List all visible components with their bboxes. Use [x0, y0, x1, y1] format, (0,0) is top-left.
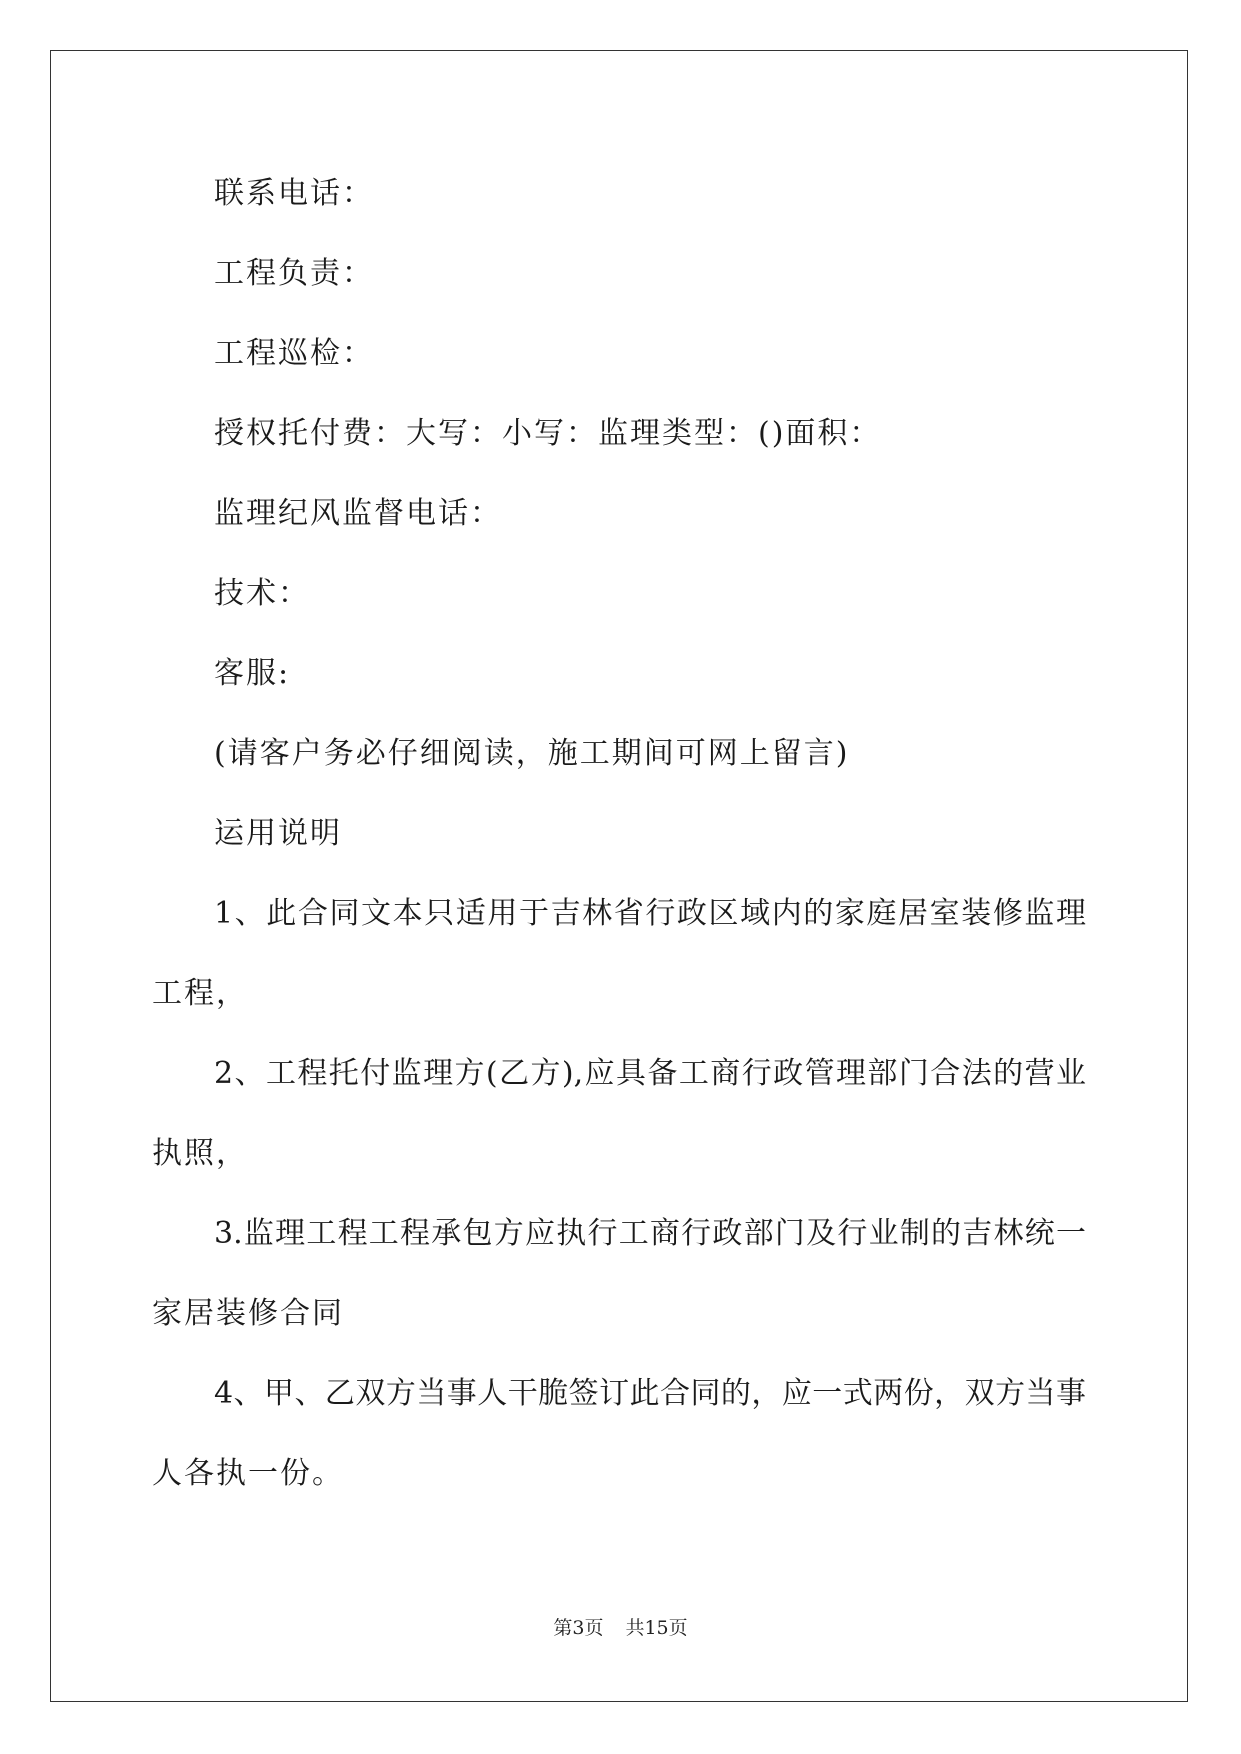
supervision-hotline-line: 监理纪风监督电话： — [214, 496, 502, 531]
authorized-fee-line: 授权托付费：大写：小写：监理类型：()面积： — [214, 416, 882, 451]
instruction-4-line-2: 人各执一份。 — [152, 1456, 344, 1491]
page-total: 共15页 — [625, 1617, 688, 1639]
instruction-4-line-1: 4、甲、乙双方当事人干脆签订此合同的，应一式两份，双方当事 — [214, 1376, 1086, 1411]
notice-line: (请客户务必仔细阅读，施工期间可网上留言) — [214, 736, 850, 771]
technical-line: 技术： — [214, 576, 310, 611]
instruction-1-line-2: 工程， — [152, 976, 248, 1011]
page-footer — [0, 1616, 1241, 1640]
project-manager-line: 工程负责： — [214, 256, 374, 291]
instruction-3-line-1: 3.监理工程工程承包方应执行工商行政部门及行业制的吉林统一 — [214, 1216, 1086, 1251]
customer-service-line: 客服: — [214, 656, 291, 691]
instruction-2-line-2: 执照， — [152, 1136, 248, 1171]
instruction-2-line-1: 2、工程托付监理方(乙方),应具备工商行政管理部门合法的营业 — [214, 1056, 1086, 1091]
instruction-1-line-1: 1、此合同文本只适用于吉林省行政区域内的家庭居室装修监理 — [214, 896, 1086, 931]
usage-instructions-heading: 运用说明 — [214, 816, 342, 851]
page-current: 第3页 — [553, 1617, 604, 1639]
contact-phone-line: 联系电话： — [214, 176, 374, 211]
instruction-3-line-2: 家居装修合同 — [152, 1296, 344, 1331]
project-inspection-line: 工程巡检： — [214, 336, 374, 371]
